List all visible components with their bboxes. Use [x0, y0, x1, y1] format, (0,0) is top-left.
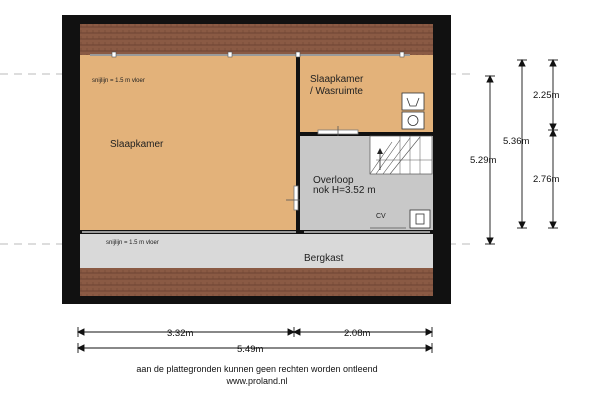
footer-website: www.proland.nl — [226, 376, 288, 386]
label-overloop-1: Overloop — [313, 175, 354, 186]
dryer-icon — [402, 112, 424, 129]
label-slaapkamer-wasruimte-2: / Wasruimte — [310, 86, 363, 97]
dim-bottom-total: 5.49m — [237, 344, 264, 355]
label-slaapkamer: Slaapkamer — [110, 139, 164, 150]
washer-icon — [402, 93, 424, 110]
door-landing-left — [294, 186, 298, 210]
dimension-right-split — [548, 60, 558, 228]
dim-right-total: 5.36m — [503, 136, 530, 147]
annotation-snijlijn-bottom: snijlijn = 1.5 m vloer — [106, 240, 159, 246]
dim-right-bottom: 2.76m — [533, 174, 560, 185]
window-mark-3 — [296, 52, 300, 57]
dimension-bottom-split — [78, 327, 432, 337]
window-mark-4 — [400, 52, 404, 57]
staircase — [370, 136, 432, 174]
label-bergkast: Bergkast — [304, 253, 344, 264]
annotation-snijlijn-top: snijlijn = 1.5 m vloer — [92, 78, 145, 84]
footer-disclaimer: aan de plattegronden kunnen geen rechten worden ontleend — [136, 364, 378, 374]
dim-right-top: 2.25m — [533, 90, 560, 101]
window-mark-1 — [112, 52, 116, 57]
dim-right-inner: 5.29m — [470, 155, 497, 166]
dim-bottom-left: 3.32m — [167, 328, 194, 339]
label-cv: CV — [376, 213, 386, 220]
roof-bottom — [80, 268, 433, 296]
dim-bottom-right: 2.08m — [344, 328, 371, 339]
label-overloop-2: nok H=3.52 m — [313, 185, 376, 196]
window-mark-2 — [228, 52, 232, 57]
roof-top — [80, 24, 433, 55]
cv-boiler-icon — [410, 210, 430, 228]
label-slaapkamer-wasruimte-1: Slaapkamer — [310, 74, 364, 85]
